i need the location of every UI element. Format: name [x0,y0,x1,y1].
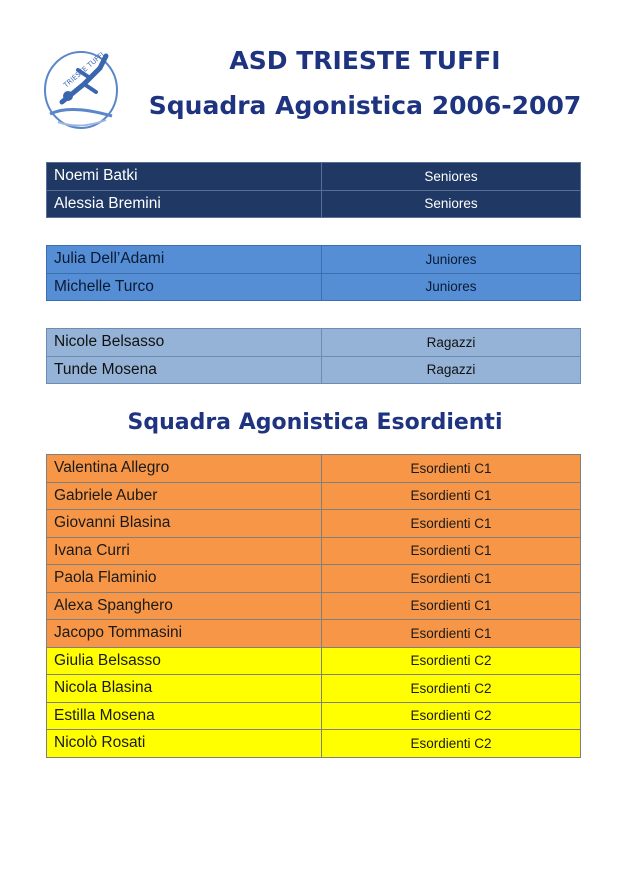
table-row [47,565,581,593]
athlete-category: Esordienti C1 [322,537,581,565]
athlete-name: Nicole Belsasso [47,329,322,357]
athlete-name: Estilla Mosena [47,702,322,730]
table-row [47,510,581,538]
athlete-name: Julia Dell’Adami [47,246,322,274]
table-row [47,163,581,191]
table-row [47,273,581,301]
logo-text: TRIESTE TUFFI [62,50,106,90]
athlete-name: Ivana Curri [47,537,322,565]
athlete-category: Esordienti C1 [322,482,581,510]
athlete-category: Seniores [322,190,581,218]
athlete-category: Esordienti C2 [322,647,581,675]
athlete-category: Esordienti C2 [322,702,581,730]
athlete-name: Alexa Spanghero [47,592,322,620]
table-row [47,620,581,648]
diver-logo-icon [40,44,122,134]
athlete-category: Esordienti C1 [322,592,581,620]
athlete-category: Esordienti C1 [322,620,581,648]
table-row [47,592,581,620]
athlete-category: Esordienti C1 [322,565,581,593]
athlete-name: Tunde Mosena [47,356,322,384]
athlete-name: Valentina Allegro [47,455,322,483]
table-row [47,702,581,730]
table-row [47,190,581,218]
athlete-name: Giulia Belsasso [47,647,322,675]
table-row [47,246,581,274]
athlete-name: Nicola Blasina [47,675,322,703]
athlete-name: Nicolò Rosati [47,730,322,758]
juniores-table [46,245,581,301]
athlete-category: Juniores [322,246,581,274]
athlete-name: Michelle Turco [47,273,322,301]
athlete-category: Juniores [322,273,581,301]
club-logo [40,44,122,134]
table-row [47,455,581,483]
athlete-category: Esordienti C1 [322,455,581,483]
table-row [47,675,581,703]
ragazzi-table [46,328,581,384]
table-row [47,537,581,565]
table-row [47,356,581,384]
esordienti-heading: Squadra Agonistica Esordienti [127,410,503,435]
athlete-name: Gabriele Auber [47,482,322,510]
esordienti-table [46,454,581,758]
athlete-category: Esordienti C2 [322,730,581,758]
athlete-name: Jacopo Tommasini [47,620,322,648]
athlete-category: Esordienti C2 [322,675,581,703]
table-row [47,329,581,357]
athlete-category: Seniores [322,163,581,191]
table-row [47,647,581,675]
table-row [47,482,581,510]
athlete-name: Paola Flaminio [47,565,322,593]
athlete-category: Ragazzi [322,329,581,357]
page-title: ASD TRIESTE TUFFI [229,46,501,75]
athlete-category: Ragazzi [322,356,581,384]
table-row [47,730,581,758]
athlete-name: Alessia Bremini [47,190,322,218]
athlete-category: Esordienti C1 [322,510,581,538]
athlete-name: Noemi Batki [47,163,322,191]
seniores-table [46,162,581,218]
athlete-name: Giovanni Blasina [47,510,322,538]
page-subtitle: Squadra Agonistica 2006-2007 [148,91,582,120]
